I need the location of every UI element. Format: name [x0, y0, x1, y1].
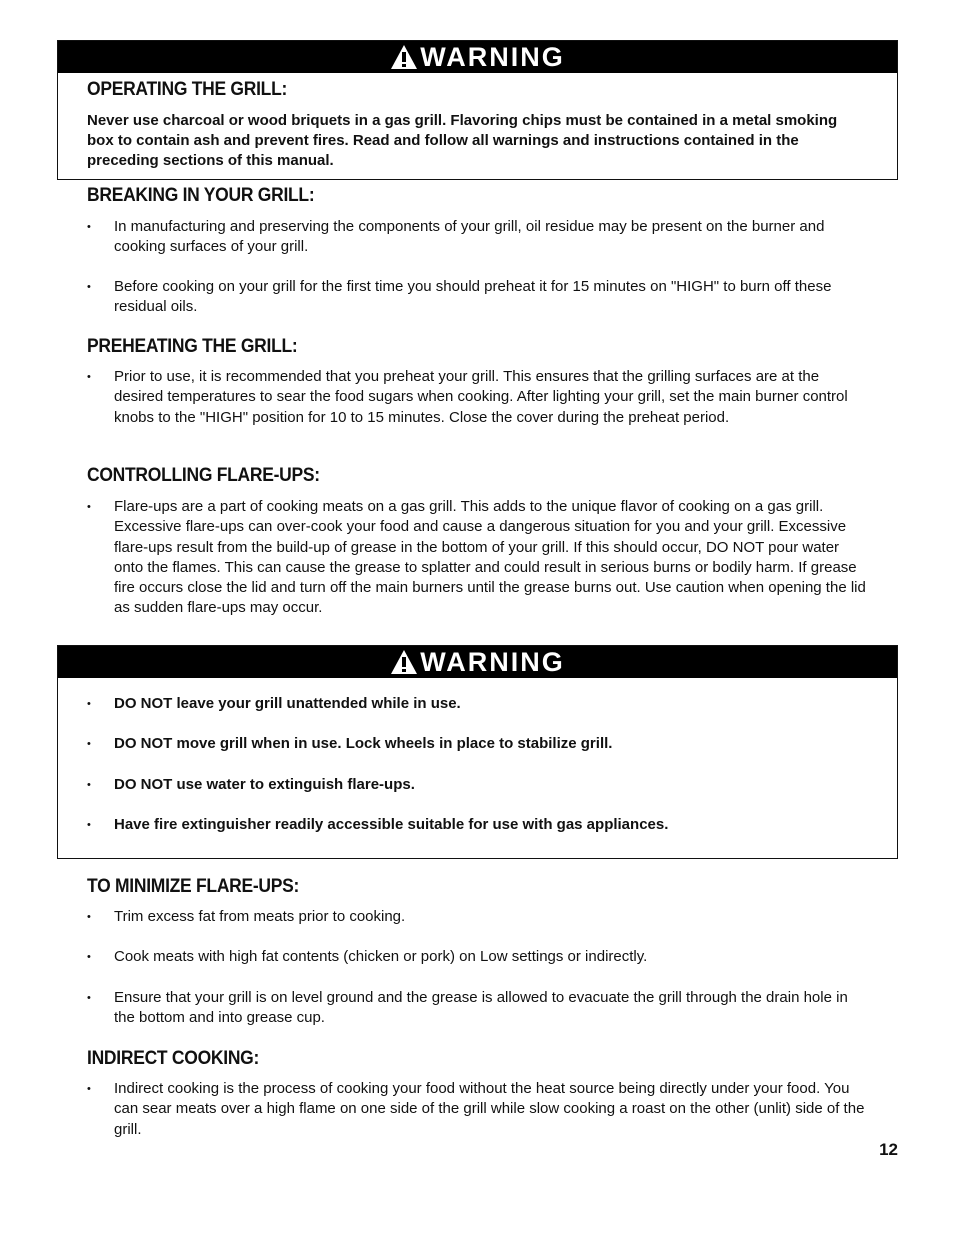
list-item: [87, 734, 867, 754]
operating-text: Never use charcoal or wood briquets in a gas grill. Flavoring chips must be contained in a metal smoking box to contain ash and prevent fires. Read and follow all warnings and instructions contained in the preceding sections of this manual.: [87, 112, 838, 169]
bullet-dot: •: [87, 779, 91, 791]
list-item: [87, 497, 867, 619]
bullet-text: Flare-ups are a part of cooking meats on a gas grill. This adds to the unique flavor of cooking on a gas grill. Excessive flare-ups can over-cook your food and cause a dangerous situation for you and your grill. Excessive flare-ups result from the build-up of grease in the bottom of your grill. If this should occur, DO NOT pour water onto the flames. This can cause the grease to splatter and could result in serious burns or bodily harm. If grease fire occurs close the lid and turn off the main burners until the grease burns out. Use caution when opening the lid as sudden flare-ups may occur.: [114, 498, 866, 617]
warning-triangle-icon: [390, 649, 418, 675]
bullet-dot: •: [87, 501, 91, 513]
list-item: [87, 217, 867, 258]
heading-indirect-cooking: INDIRECT COOKING:: [87, 1048, 260, 1069]
warning-label: WARNING: [420, 646, 565, 677]
bullet-dot: •: [87, 738, 91, 750]
list-item: [87, 1079, 867, 1140]
bullet-dot: •: [87, 951, 91, 963]
warning-label: WARNING: [420, 41, 565, 72]
bullet-text: DO NOT use water to extinguish flare-ups.: [114, 776, 415, 793]
bullet-dot: •: [87, 911, 91, 923]
bullet-dot: •: [87, 992, 91, 1004]
list-item: [87, 988, 867, 1029]
list-item: [87, 907, 867, 927]
bullet-text: Prior to use, it is recommended that you preheat your grill. This ensures that the grilling surfaces are at the desired temperatures to sear the food sugars when cooking. After lighting your grill, set the main burner control knobs to the "HIGH" position for 10 to 15 minutes. Close the cover during the preheat period.: [114, 368, 848, 426]
bullet-text: Cook meats with high fat contents (chicken or pork) on Low settings or indirectly.: [114, 948, 648, 965]
warning-banner: [58, 646, 897, 678]
heading-minimize-flare-ups: TO MINIMIZE FLARE-UPS:: [87, 876, 300, 897]
list-item: [87, 277, 867, 318]
heading-operating: OPERATING THE GRILL:: [87, 79, 288, 100]
bullet-text: Trim excess fat from meats prior to cooking.: [114, 908, 406, 925]
bullet-dot: •: [87, 1083, 91, 1095]
heading-controlling-flare-ups: CONTROLLING FLARE-UPS:: [87, 465, 320, 486]
bullet-text: Before cooking on your grill for the first time you should preheat it for 15 minutes on "HIGH" to burn off these residual oils.: [114, 278, 832, 316]
bullet-dot: •: [87, 698, 91, 710]
bullet-text: Have fire extinguisher readily accessible suitable for use with gas appliances.: [114, 816, 669, 833]
list-item: [87, 694, 867, 714]
bullet-text: Indirect cooking is the process of cooking your food without the heat source being directly under your food. You can sear meats over a high flame on one side of the grill while slow cooking a roast on the other (unlit) side of the grill.: [114, 1080, 865, 1138]
list-item: [87, 815, 867, 835]
heading-preheating: PREHEATING THE GRILL:: [87, 336, 298, 357]
warning-banner: [58, 41, 897, 73]
list-item: [87, 775, 867, 795]
list-item: [87, 367, 867, 428]
bullet-dot: •: [87, 281, 91, 293]
heading-breaking-in: BREAKING IN YOUR GRILL:: [87, 185, 315, 206]
bullet-text: In manufacturing and preserving the components of your grill, oil residue may be present on the burner and cooking surfaces of your grill.: [114, 218, 825, 256]
bullet-text: DO NOT move grill when in use. Lock wheels in place to stabilize grill.: [114, 735, 613, 752]
bullet-dot: •: [87, 371, 91, 383]
bullet-dot: •: [87, 819, 91, 831]
bullet-dot: •: [87, 221, 91, 233]
bullet-text: Ensure that your grill is on level ground and the grease is allowed to evacuate the grill through the drain hole in the bottom and into grease cup.: [114, 989, 848, 1027]
warning-triangle-icon: [390, 44, 418, 70]
bullet-text: DO NOT leave your grill unattended while in use.: [114, 695, 461, 712]
list-item: [87, 947, 867, 967]
page-number: 12: [879, 1140, 898, 1159]
